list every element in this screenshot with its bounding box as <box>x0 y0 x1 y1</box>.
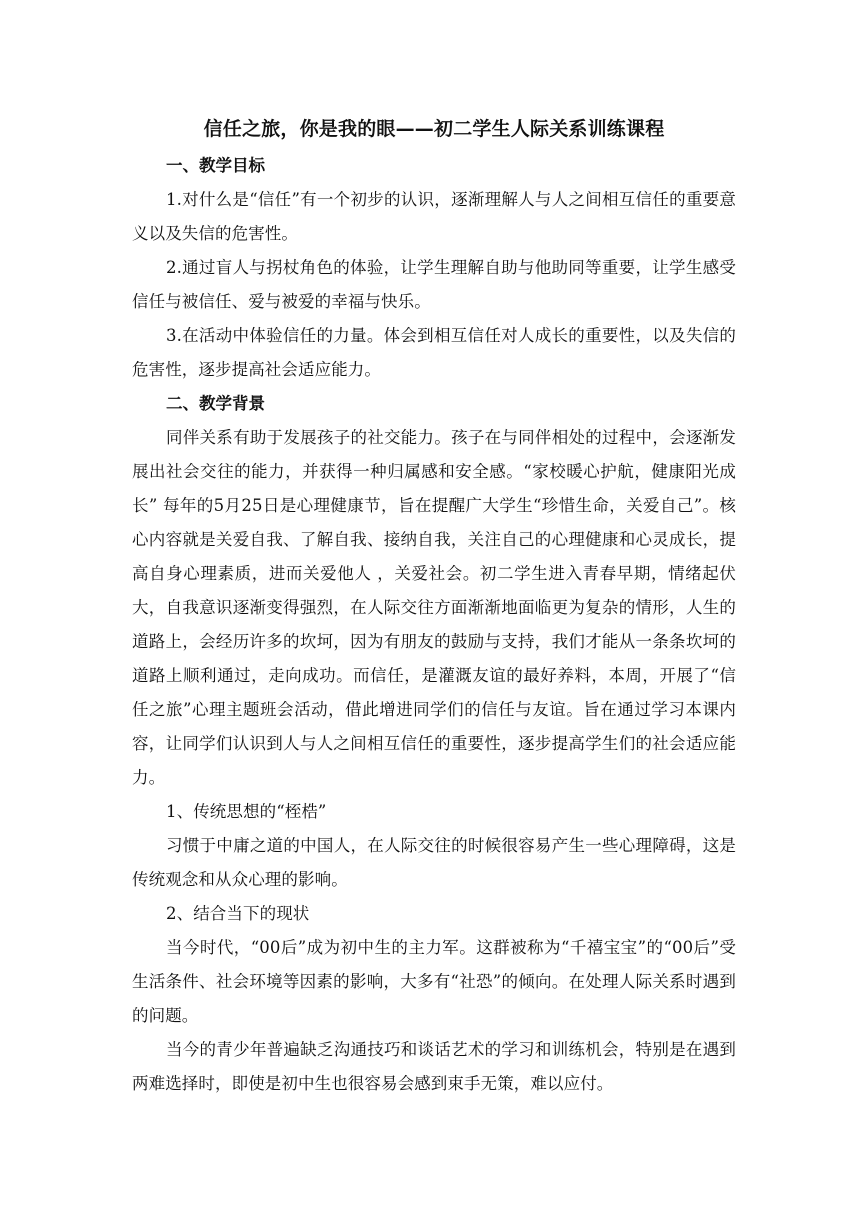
objective-paragraph-2: 2.通过盲人与拐杖角色的体验，让学生理解自助与他助同等重要，让学生感受信任与被信任、爱与被爱的幸福与快乐。 <box>132 258 736 311</box>
section-heading-objectives: 一、教学目标 <box>166 156 265 175</box>
current-situation-paragraph-1: 当今时代，“00后”成为初中生的主力军。这群被称为“千禧宝宝”的“00后”受生活条件、社会环境等因素的影响，大多有“社恐”的倾向。在处理人际关系时遇到的问题。 <box>132 938 736 1025</box>
subheading-current-situation: 2、结合当下的现状 <box>166 904 310 923</box>
objective-paragraph-1: 1.对什么是“信任”有一个初步的认识，逐渐理解人与人之间相互信任的重要意义以及失信的危害性。 <box>132 190 736 243</box>
traditional-thought-paragraph: 习惯于中庸之道的中国人，在人际交往的时候很容易产生一些心理障碍，这是传统观念和从众心理的影响。 <box>132 836 736 889</box>
subheading-traditional-thought: 1、传统思想的“桎梏” <box>166 802 327 821</box>
section-heading-background: 二、教学背景 <box>166 394 265 413</box>
current-situation-paragraph-2: 当今的青少年普遍缺乏沟通技巧和谈话艺术的学习和训练机会，特别是在遇到两难选择时，即使是初中生也很容易会感到束手无策，难以应付。 <box>132 1040 736 1093</box>
document-title: 信任之旅，你是我的眼——初二学生人际关系训练课程 <box>203 118 665 140</box>
objective-paragraph-3: 3.在活动中体验信任的力量。体会到相互信任对人成长的重要性，以及失信的危害性，逐步提高社会适应能力。 <box>132 326 736 379</box>
background-paragraph: 同伴关系有助于发展孩子的社交能力。孩子在与同伴相处的过程中，会逐渐发展出社会交往的能力，并获得一种归属感和安全感。“家校暖心护航，健康阳光成长” 每年的5月25日是心理健康节，旨在提醒广大学生“珍惜生命，关爱自己”。核心内容就是关爱自我、了解自我、接纳自我，关注自己的心理健康和心灵成长，提高自身心理素质，进而关爱他人 ，关爱社会。初二学生进入青春早期，情绪起伏大，自我意识逐渐变得强烈，在人际交往方面渐渐地面临更为复杂的情形，人生的道路上，会经历许多的坎坷，因为有朋友的鼓励与支持，我们才能从一条条坎坷的道路上顺利通过，走向成功。而信任，是灌溉友谊的最好养料，本周，开展了“信任之旅”心理主题班会活动，借此增进同学们的信任与友谊。旨在通过学习本课内容，让同学们认识到人与人之间相互信任的重要性，逐步提高学生们的社会适应能力。 <box>132 428 736 787</box>
